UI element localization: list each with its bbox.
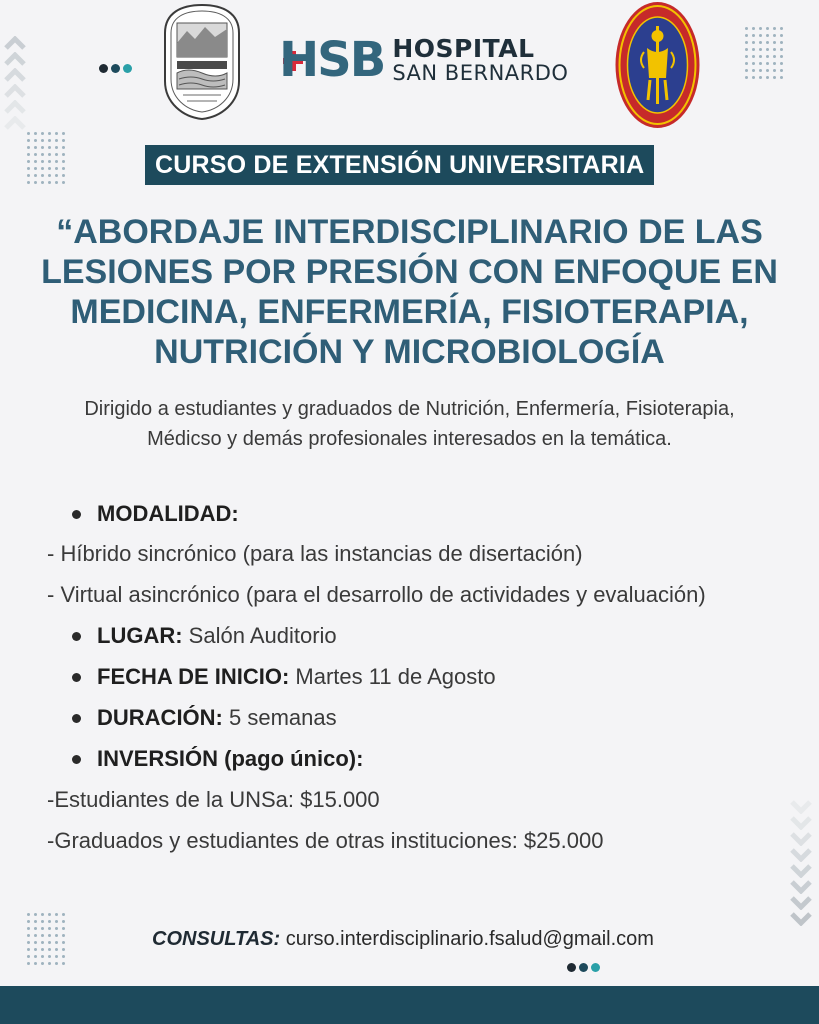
decor-three-dots-bottom (567, 963, 600, 972)
price-item: -Graduados y estudiantes de otras instituciones: $25.000 (47, 828, 604, 853)
faculty-health-sciences-shield-logo (614, 0, 701, 130)
duracion-label: DURACIÓN: (97, 705, 223, 730)
decor-chevrons-bottom-right (790, 800, 812, 926)
footer-bar (0, 986, 819, 1024)
target-audience-text (0, 394, 819, 454)
hospital-san-bernardo-logo (279, 32, 569, 89)
bullet-icon (72, 632, 81, 641)
university-seal-logo (163, 3, 241, 121)
lugar-label: LUGAR: (97, 623, 183, 648)
course-title (0, 212, 819, 372)
inversion-heading (72, 745, 363, 773)
inversion-label: INVERSIÓN (pago único): (97, 746, 364, 771)
modalidad-item: - Virtual asincrónico (para el desarrollo de actividades y evaluación) (47, 582, 706, 607)
fecha-value: Martes 11 de Agosto (289, 664, 496, 689)
hsb-name-line1: HOSPITAL (392, 34, 535, 63)
decor-chevrons-top-left (4, 36, 26, 130)
hsb-name-line2: SAN BERNARDO (392, 61, 569, 86)
duracion-row (72, 704, 337, 732)
course-title-line: “ABORDAJE INTERDISCIPLINARIO DE LAS (56, 213, 763, 251)
price-item: -Estudiantes de la UNSa: $15.000 (47, 787, 380, 812)
bullet-icon (72, 510, 81, 519)
course-title-line: MEDICINA, ENFERMERÍA, FISIOTERAPIA, (70, 293, 749, 331)
modalidad-item: - Híbrido sincrónico (para las instancias de disertación) (47, 541, 583, 566)
decor-three-dots-top (99, 64, 132, 73)
lugar-value: Salón Auditorio (182, 623, 337, 648)
bullet-icon (72, 755, 81, 764)
modalidad-label: MODALIDAD: (97, 501, 239, 526)
course-title-line: LESIONES POR PRESIÓN CON ENFOQUE EN (41, 253, 778, 291)
modalidad-heading (72, 500, 239, 528)
decor-dotgrid-top-left (27, 132, 65, 184)
course-type-banner: CURSO DE EXTENSIÓN UNIVERSITARIA (145, 145, 654, 185)
bullet-icon (72, 673, 81, 682)
bullet-icon (72, 714, 81, 723)
contact-label: CONSULTAS: (152, 928, 281, 950)
contact-email-link[interactable]: curso.interdisciplinario.fsalud@gmail.com (280, 928, 654, 950)
decor-dotgrid-top-right (745, 27, 783, 79)
course-title-line: NUTRICIÓN Y MICROBIOLOGÍA (154, 333, 665, 371)
duracion-value: 5 semanas (222, 705, 337, 730)
contact-line (152, 926, 654, 952)
hsb-letters: HSB (279, 32, 385, 89)
audience-line: Dirigido a estudiantes y graduados de Nutrición, Enfermería, Fisioterapia, (84, 398, 735, 420)
audience-line: Médicso y demás profesionales interesados en la temática. (147, 428, 672, 450)
decor-dotgrid-bottom-left (27, 913, 65, 965)
lugar-row (72, 622, 337, 650)
fecha-row (72, 663, 496, 691)
fecha-label: FECHA DE INICIO: (97, 664, 290, 689)
